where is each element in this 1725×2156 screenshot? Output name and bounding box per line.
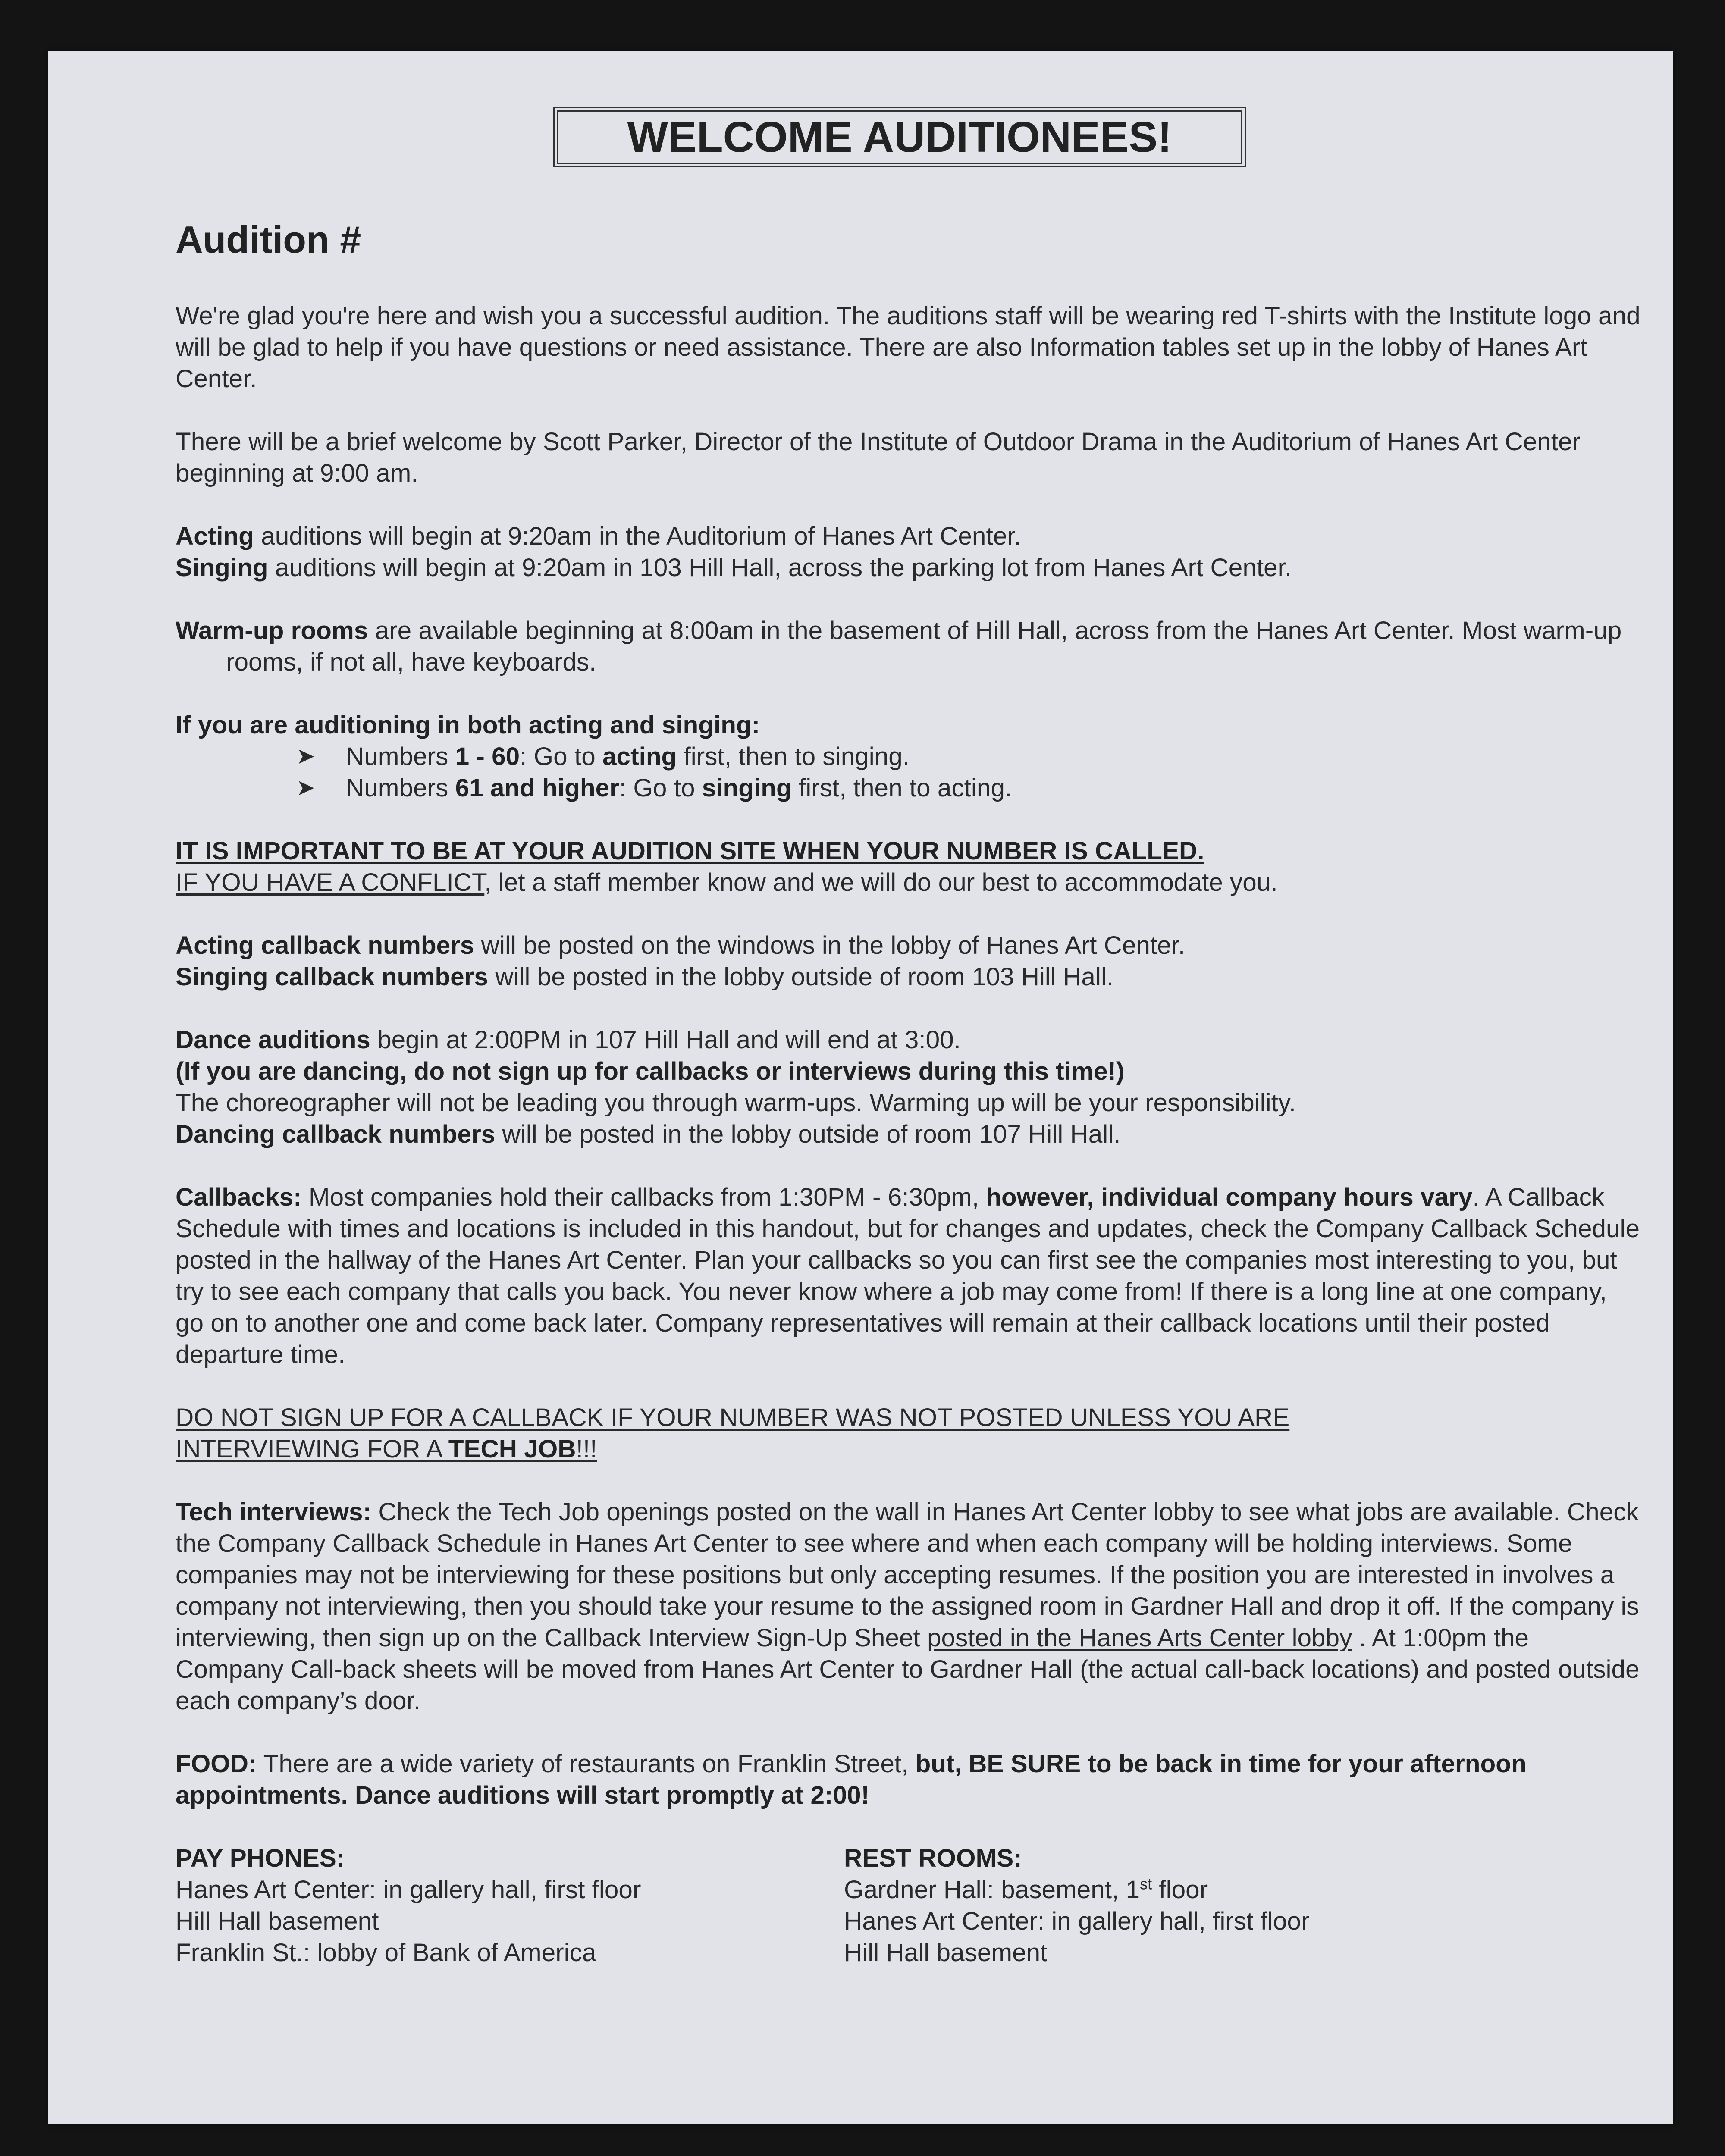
both-list — [176, 741, 1642, 804]
acting-paragraph — [176, 520, 1642, 552]
pay-phones-column — [176, 1843, 844, 1968]
acting-callback-paragraph: Acting callback numbers will be posted on the windows in the lobby of Hanes Art Center. — [176, 931, 1186, 959]
conflict-text: , let a staff member know and we will do our best to accommodate you. — [484, 868, 1278, 896]
dance-callback-paragraph: Dancing callback numbers will be posted in the lobby outside of room 107 Hill Hall. — [176, 1120, 1121, 1148]
banner-area — [176, 107, 1642, 172]
list-item: Hill Hall basement — [176, 1907, 379, 1935]
banner-title: WELCOME AUDITIONEES! — [557, 110, 1242, 164]
acting-label: Acting — [176, 522, 254, 550]
donot-notice: DO NOT SIGN UP FOR A CALLBACK IF YOUR NUMBER WAS NOT POSTED UNLESS YOU ARE INTERVIEWING FOR A TECH JOB!!! — [176, 1404, 1290, 1463]
singing-label: Singing — [176, 554, 268, 582]
audition-number-label: Audition # — [176, 218, 361, 261]
list-item: Hanes Art Center: in gallery hall, first floor — [176, 1876, 641, 1904]
info-columns — [176, 1843, 1642, 1968]
important-notice: IT IS IMPORTANT TO BE AT YOUR AUDITION SITE WHEN YOUR NUMBER IS CALLED. — [176, 837, 1204, 865]
dance-warning: (If you are dancing, do not sign up for callbacks or interviews during this time!) — [176, 1057, 1125, 1085]
tech-paragraph: Tech interviews: Check the Tech Job openings posted on the wall in Hanes Art Center lobby to see what jobs are available. Check the Company Callback Schedule in Hanes Art Center to see where and when each company will be holding interviews. Some companies may not be interviewing for these positions but only accepting resumes. If the position you are interested in involves a company not interviewing, then you should take your resume to the assigned room in Gardner Hall and drop it off. If the company is interviewing, then sign up on the Callback Interview Sign-Up Sheet posted in the Hanes Arts Center lobby . At 1:00pm the Company Call-back sheets will be moved from Hanes Art Center to Gardner Hall (the actual call-back locations) and posted outside each company’s door. — [176, 1498, 1640, 1715]
conflict-paragraph — [176, 867, 1642, 898]
rest-rooms-heading: REST ROOMS: — [844, 1844, 1022, 1872]
list-item: Gardner Hall: basement, 1st floor — [844, 1875, 1208, 1904]
warmup-label: Warm-up rooms — [176, 617, 368, 645]
warmup-paragraph — [176, 615, 1642, 678]
warmup-text: are available beginning at 8:00am in the basement of Hill Hall, across from the Hanes Art Center. Most warm-up rooms, if not all, have keyboards. — [226, 617, 1622, 676]
conflict-label: IF YOU HAVE A CONFLICT — [176, 868, 485, 896]
rest-rooms-column — [844, 1843, 1491, 1968]
paper-sheet — [48, 51, 1673, 2124]
dance-paragraph: Dance auditions begin at 2:00PM in 107 Hill Hall and will end at 3:00. — [176, 1026, 961, 1054]
list-item: Hanes Art Center: in gallery hall, first floor — [844, 1907, 1310, 1935]
welcome-paragraph: There will be a brief welcome by Scott Parker, Director of the Institute of Outdoor Drama in the Auditorium of Hanes Art Center beginning at 9:00 am. — [176, 428, 1581, 487]
body-text — [176, 300, 1642, 1968]
singing-text: auditions will begin at 9:20am in 103 Hill Hall, across the parking lot from Hanes Art Center. — [268, 554, 1292, 582]
both-heading: If you are auditioning in both acting and singing: — [176, 711, 760, 739]
acting-text: auditions will begin at 9:20am in the Auditorium of Hanes Art Center. — [254, 522, 1021, 550]
singing-callback-paragraph: Singing callback numbers will be posted in the lobby outside of room 103 Hill Hall. — [176, 963, 1114, 991]
list-item: ➤ Numbers 61 and higher: Go to singing first, then to acting. — [346, 772, 1642, 804]
food-paragraph: FOOD: There are a wide variety of restaurants on Franklin Street, but, BE SURE to be back in time for your afternoon appointments. Dance auditions will start promptly at 2:00! — [176, 1750, 1527, 1809]
intro-paragraph: We're glad you're here and wish you a successful audition. The auditions staff will be wearing red T-shirts with the Institute logo and will be glad to help if you have questions or need assistance. There are also Information tables set up in the lobby of Hanes Art Center. — [176, 302, 1640, 393]
callbacks-paragraph: Callbacks: Most companies hold their callbacks from 1:30PM - 6:30pm, however, individual company hours vary. A Callback Schedule with times and locations is included in this handout, but for changes and updates, check the Company Callback Schedule posted in the hallway of the Hanes Art Center. Plan your callbacks so you can first see the companies most interesting to you, but try to see each company that calls you back. You never know where a job may come from! If there is a long line at one company, go on to another one and come back later. Company representatives will remain at their callback locations until their posted departure time. — [176, 1183, 1640, 1369]
list-item: Franklin St.: lobby of Bank of America — [176, 1939, 596, 1967]
list-item: Hill Hall basement — [844, 1939, 1048, 1967]
arrow-bullet-icon: ➤ — [296, 744, 315, 769]
dance-choreographer-note: The choreographer will not be leading you through warm-ups. Warming up will be your responsibility. — [176, 1089, 1296, 1117]
arrow-bullet-icon: ➤ — [296, 775, 315, 800]
list-item: ➤ Numbers 1 - 60: Go to acting first, then to singing. — [346, 741, 1642, 772]
document-content — [176, 107, 1642, 1967]
banner-box — [553, 107, 1246, 167]
pay-phones-heading: PAY PHONES: — [176, 1844, 345, 1872]
singing-paragraph — [176, 552, 1642, 583]
